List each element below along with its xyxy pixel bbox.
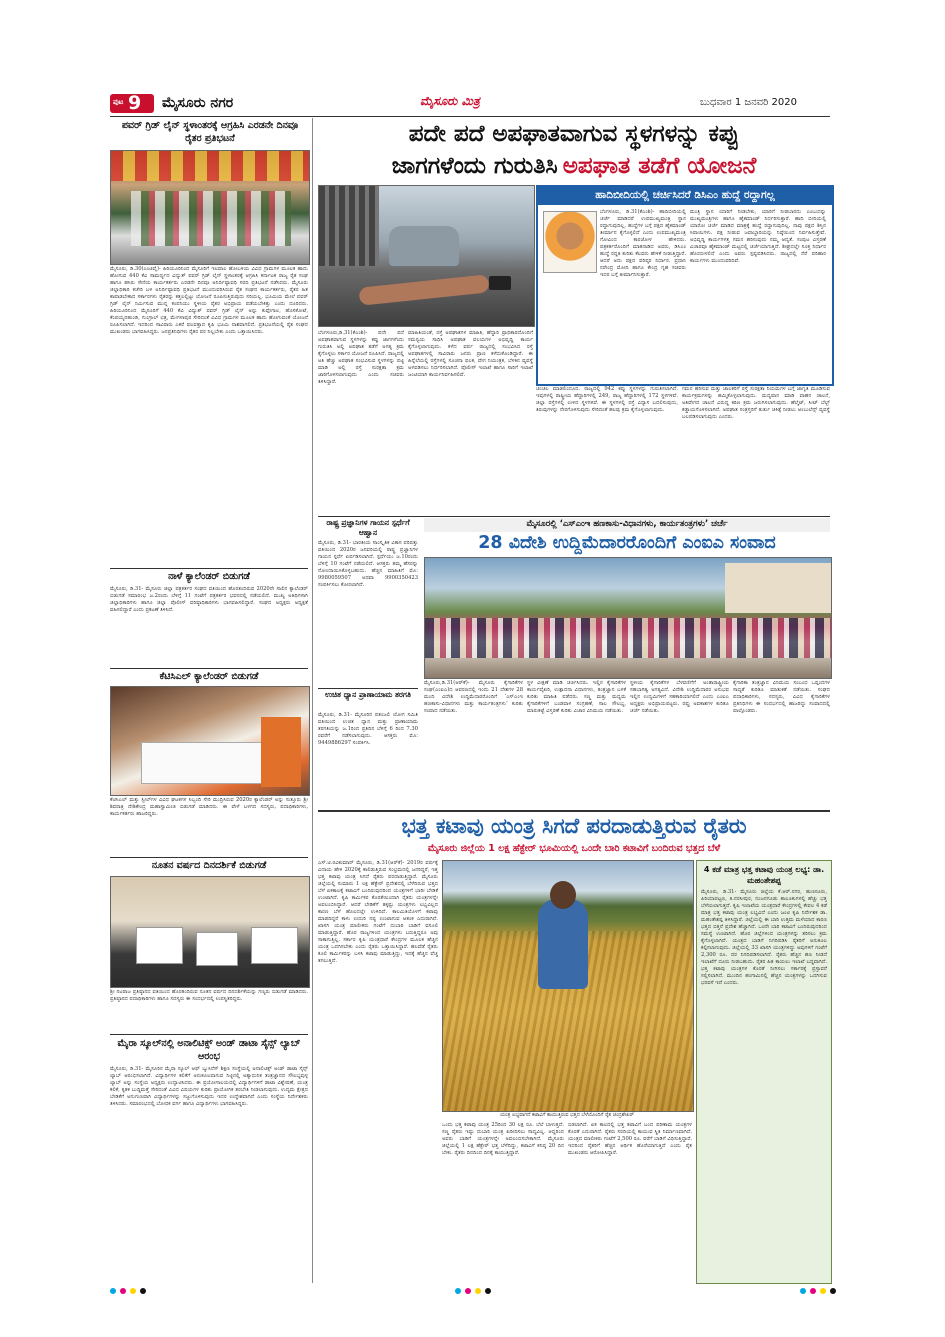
protest-photo <box>110 150 310 265</box>
rashtra-headline: ರಾಷ್ಟ್ರ ಪ್ರಜ್ಞಾನಿಗಳ ಗಾಯನ ಸ್ಪರ್ಧೆಗೆ ಆಹ್ವಾನ <box>326 518 410 537</box>
print-registration-marks-center <box>455 1288 491 1294</box>
paddy-subhead: ಮೈಸೂರು ಜಿಲ್ಲೆಯ 1 ಲಕ್ಷ ಹೆಕ್ಟೇರ್ ಭೂಮಿಯಲ್ಲಿ ಒಂದೇ ಬಾರಿ ಕಟಾವಿಗೆ ಬಂದಿರುವ ಭತ್ತದ ಬೆಳೆ <box>427 843 721 854</box>
accident-body-1: ಬೆಂಗಳೂರು,ಡಿ.31(ಕೆಎಂಶಿ)- ಪದೇ ಪದೆ ಅಪಘಾತವಾಗುವ ಸ್ಥಳಗಳನ್ನು ಕಪ್ಪು ಜಾಗಗಳೆಂದು ಗುರುತಿಸಿ ಅಲ್ಲಿ ಅಪಘಾತ ತಡೆಗೆ ಅಗತ್ಯ ಕ್ರಮ ಕೈಗೊಳ್ಳಲು ಸರ್ಕಾರ ಯೋಜನೆ ರೂಪಿಸಿದೆ. ರಾಜ್ಯದಲ್ಲಿ ಅತಿ ಹೆಚ್ಚು ಅಪಘಾತ ಸಂಭವಿಸುವ ಸ್ಥಳಗಳನ್ನು ಪಟ್ಟಿ ಮಾಡಿ ಅಲ್ಲಿ ರಸ್ತೆ ಸುರಕ್ಷತಾ ಕ್ರಮ ಜಾರಿಗೊಳಿಸಲಾಗುವುದು ಎಂದು ಸಚಿವರು ತಿಳಿಸಿದ್ದಾರೆ. <box>318 330 404 385</box>
divider <box>110 668 308 669</box>
divider <box>318 810 830 812</box>
print-registration-marks-left <box>110 1288 146 1294</box>
side-box-headline: 4 ಕಡೆ ಮಾತ್ರ ಭತ್ತ ಕಟಾವು ಯಂತ್ರ ಲಭ್ಯ: ಡಾ. ಮಹಂತೇಶಪ್ಪ <box>703 865 825 885</box>
print-registration-marks-right <box>800 1288 836 1294</box>
protest-headline: ಪವರ್ ಗ್ರಿಡ್ ಲೈನ್ ಸ್ಥಳಾಂತರಕ್ಕೆ ಆಗ್ರಹಿಸಿ ಎರಡನೇ ದಿನವೂ ರೈತರ ಪ್ರತಿಭಟನೆ <box>121 120 299 144</box>
diary-caption: ಶ್ರೀ ನಟರಾಜ ಪ್ರತಿಷ್ಠಾನದ ವತಿಯಿಂದ ಹೊರತಂದಿರುವ ನೂತನ ವರ್ಷದ ದಿನದರ್ಶಿಕೆಯನ್ನು ಗಣ್ಯರು ಬಿಡುಗಡೆ ಮಾಡಿದರು. ಪ್ರತಿಷ್ಠಾನದ ಪದಾಧಿಕಾರಿಗಳು ಹಾಗೂ ಸದಸ್ಯರು ಈ ಸಂದರ್ಭದಲ್ಲಿ ಉಪಸ್ಥಿತರಿದ್ದರು. <box>110 989 308 1002</box>
sjce-body-1: ಮೈಸೂರು,ಡಿ.31(ಆರ್‌ಕೆ)- ಮೈಸೂರು ಕೈಗಾರಿಕೆಗಳ ಸಂಘ(ಎಂಐಎ)ದ ಆವರಣದಲ್ಲಿ ಇಂದು 21 ದೇಶಗಳ 28 ಮಂದಿ ವಿದೇಶಿ ಉದ್ದಿಮೆದಾರರೊಂದಿಗೆ ‘ಎಸ್‌ಎಂಇ ಹಣಕಾಸು-ವಿಧಾನಗಳು ಮತ್ತು ಕಾರ್ಯತಂತ್ರಗಳು’ ಕುರಿತು ಸಂವಾದ ನಡೆಯಿತು. <box>424 680 523 714</box>
paddy-body-1: ಎಸ್.ಟಿ.ರವಿಕುಮಾರ್ ಮೈಸೂರು, ಡಿ.31(ಆರ್‌ಕೆ)- 2019ರ ವರ್ಷಕ್ಕೆ ವಿದಾಯ ಹೇಳಿ 2020ಕ್ಕೆ ಕಾಲಿಡುತ್ತಿರುವ ಸಂಭ್ರಮದಲ್ಲಿ ಜನರಿದ್ದರೆ, ಇತ್ತ ಭತ್ತ ಕಟಾವು ಯಂತ್ರ ಸಿಗದೆ ರೈತರು ಪರದಾಡುತ್ತಿದ್ದಾರೆ. ಮೈಸೂರು ಜಿಲ್ಲೆಯಲ್ಲಿ ಸುಮಾರು 1 ಲಕ್ಷ ಹೆಕ್ಟೇರ್ ಪ್ರದೇಶದಲ್ಲಿ ಬೆಳೆದಿರುವ ಭತ್ತದ ಬೆಳೆ ಏಕಕಾಲಕ್ಕೆ ಕಟಾವಿಗೆ ಬಂದಿರುವುದರಿಂದ ಯಂತ್ರಗಳಿಗೆ ಭಾರೀ ಬೇಡಿಕೆ ಉಂಟಾಗಿದೆ. ಕೃಷಿ ಕಾರ್ಮಿಕರ ಕೊರತೆಯಿಂದಾಗಿ ರೈತರು ಯಂತ್ರಗಳನ್ನೇ ಅವಲಂಬಿಸಿದ್ದಾರೆ. ಆದರೆ ಬೇಡಿಕೆಗೆ ತಕ್ಕಷ್ಟು ಯಂತ್ರಗಳು ಲಭ್ಯವಿಲ್ಲದ ಕಾರಣ ಬೆಳೆ ಹೊಲದಲ್ಲೇ ಉಳಿದಿದೆ. ಕಾಲಮಿತಿಯೊಳಗೆ ಕಟಾವು ಮಾಡದಿದ್ದರೆ ಕಾಳು ಉದುರಿ ನಷ್ಟ ಉಂಟಾಗುವ ಆತಂಕ ಎದುರಾಗಿದೆ. ಖಾಸಗಿ ಯಂತ್ರ ಮಾಲೀಕರು ಗಂಟೆಗೆ ದುಬಾರಿ ಬಾಡಿಗೆ ವಸೂಲಿ ಮಾಡುತ್ತಿದ್ದಾರೆ. ಹೊರ ರಾಜ್ಯಗಳಿಂದ ಯಂತ್ರಗಳು ಬರುತ್ತಿದ್ದರೂ ಅವು ಸಾಕಾಗುತ್ತಿಲ್ಲ. ಸರ್ಕಾರ ಕೃಷಿ ಯಂತ್ರಧಾರೆ ಕೇಂದ್ರಗಳ ಮೂಲಕ ಹೆಚ್ಚಿನ ಯಂತ್ರ ಒದಗಿಸಬೇಕು ಎಂದು ರೈತರು ಒತ್ತಾಯಿಸಿದ್ದಾರೆ. ಹಲವೆಡೆ ರೈತರು ಕೂಲಿ ಕಾರ್ಮಿಕರನ್ನು ಬಳಸಿ ಕಟಾವು ಮಾಡುತ್ತಿದ್ದು, ಇದಕ್ಕೆ ಹೆಚ್ಚಿನ ವೆಚ್ಚ ತಗಲುತ್ತಿದೆ. <box>318 860 438 964</box>
side-box-body: ಮೈಸೂರು, ಡಿ.31- ಮೈಸೂರು ಜಿಲ್ಲೆಯ ಕೆ.ಆರ್.ನಗರ, ಹುಣಸೂರು, ಪಿರಿಯಾಪಟ್ಟಣ, ತಿ.ನರಸೀಪುರ, ನಂಜನಗೂಡು ತಾಲೂಕುಗಳಲ್ಲಿ ಹೆಚ್ಚು ಭತ್ತ ಬೆಳೆಯಲಾಗುತ್ತದೆ. ಕೃಷಿ ಇಲಾಖೆಯ ಯಂತ್ರಧಾರೆ ಕೇಂದ್ರಗಳಲ್ಲಿ ಕೇವಲ 4 ಕಡೆ ಮಾತ್ರ ಭತ್ತ ಕಟಾವು ಯಂತ್ರ ಲಭ್ಯವಿದೆ ಎಂದು ಜಂಟಿ ಕೃಷಿ ನಿರ್ದೇಶಕ ಡಾ. ಮಹಂತೇಶಪ್ಪ ತಿಳಿಸಿದ್ದಾರೆ. ಜಿಲ್ಲೆಯಲ್ಲಿ ಈ ಬಾರಿ ಉತ್ತಮ ಮಳೆಯಾದ ಕಾರಣ ಭತ್ತದ ಬಿತ್ತನೆ ಪ್ರದೇಶ ಹೆಚ್ಚಾಗಿದೆ. ಒಂದೇ ಬಾರಿ ಕಟಾವಿಗೆ ಬಂದಿರುವುದರಿಂದ ಸಮಸ್ಯೆ ಉಂಟಾಗಿದೆ. ಹೊರ ಜಿಲ್ಲೆಗಳಿಂದ ಯಂತ್ರಗಳನ್ನು ತರಿಸಲು ಕ್ರಮ ಕೈಗೊಳ್ಳಲಾಗಿದೆ. ಯಂತ್ರದ ಬಾಡಿಗೆ ನಿಗದಿಪಡಿಸಿ ರೈತರಿಗೆ ಅನುಕೂಲ ಕಲ್ಪಿಸಲಾಗುವುದು. ಜಿಲ್ಲೆಯಲ್ಲಿ 33 ಖಾಸಗಿ ಯಂತ್ರಗಳಿದ್ದು ಅವುಗಳಿಗೆ ಗಂಟೆಗೆ 2,300 ರೂ. ದರ ನಿಗದಿಪಡಿಸಲಾಗಿದೆ. ರೈತರು ಹೆಚ್ಚಿನ ಹಣ ನೀಡದೆ ಇಲಾಖೆಗೆ ದೂರು ನೀಡಬಹುದು. ರೈತರ ಹಿತ ಕಾಯಲು ಇಲಾಖೆ ಬದ್ಧವಾಗಿದೆ. ಭತ್ತ ಕಟಾವು ಯಂತ್ರಗಳ ಕೊರತೆ ನೀಗಿಸಲು ಸರ್ಕಾರಕ್ಕೆ ಪ್ರಸ್ತಾವನೆ ಸಲ್ಲಿಸಲಾಗಿದೆ. ಮುಂದಿನ ಹಂಗಾಮಿನಲ್ಲಿ ಹೆಚ್ಚಿನ ಯಂತ್ರಗಳನ್ನು ಒದಗಿಸುವ ಭರವಸೆ ಇದೆ ಎಂದರು. <box>701 889 827 986</box>
dcm-box-headline: ಹಾದಿಬೀದಿಯಲ್ಲಿ ಚರ್ಚಿಸಿದರೆ ಡಿಸಿಎಂ ಹುದ್ದೆ ರದ್ದಾಗಲ್ಲ <box>595 189 775 201</box>
accident-illustration <box>318 185 535 327</box>
sjce-group-photo <box>424 557 832 679</box>
accident-body-2: ಮಾಹಿತಿಯಂತೆ, ರಸ್ತೆ ಅಪಘಾತಗಳ ಮಾಹಿತಿ, ಹೆದ್ದಾರಿ ಪ್ರಾಧಿಕಾರದೊಂದಿಗೆ ಸಮನ್ವಯ ಸಾಧಿಸಿ ಅಪಘಾತ ವಲಯಗಳ ಅಭಿವೃದ್ಧಿ ಕಾರ್ಯ ಕೈಗೊಳ್ಳಲಾಗುವುದು. ಕಳೆದ ವರ್ಷ ರಾಜ್ಯದಲ್ಲಿ ಸಂಭವಿಸಿದ ರಸ್ತೆ ಅಪಘಾತಗಳಲ್ಲಿ ಸಾವಿರಾರು ಜನರು ಪ್ರಾಣ ಕಳೆದುಕೊಂಡಿದ್ದಾರೆ. ಈ ಹಿನ್ನೆಲೆಯಲ್ಲಿ ರಸ್ತೆಗಳಲ್ಲಿ ಸೂಚನಾ ಫಲಕ, ವೇಗ ನಿಯಂತ್ರಕ, ಬೆಳಕಿನ ವ್ಯವಸ್ಥೆ ಅಳವಡಿಸಲು ನಿರ್ಧರಿಸಲಾಗಿದೆ. ಪೊಲೀಸ್ ಇಲಾಖೆ ಹಾಗೂ ಸಾರಿಗೆ ಇಲಾಖೆ ಜಂಟಿಯಾಗಿ ಕಾರ್ಯನಿರ್ವಹಿಸಲಿವೆ. <box>408 330 533 378</box>
calendar-body: ಮೈಸೂರು, ಡಿ.31- ಮೈಸೂರು ಜಿಲ್ಲಾ ಪತ್ರಕರ್ತರ ಸಂಘದ ವತಿಯಿಂದ ಹೊರತಂದಿರುವ 2020ನೇ ಸಾಲಿನ ಕ್ಯಾಲೆಂಡರ್ ಬಿಡುಗಡೆ ಸಮಾರಂಭ ಜ.2ರಂದು ಬೆಳಿಗ್ಗೆ 11 ಗಂಟೆಗೆ ಪತ್ರಕರ್ತರ ಭವನದಲ್ಲಿ ನಡೆಯಲಿದೆ. ಮುಖ್ಯ ಅತಿಥಿಗಳಾಗಿ ಜಿಲ್ಲಾಧಿಕಾರಿಗಳು ಹಾಗೂ ಜಿಲ್ಲಾ ಪೊಲೀಸ್ ವರಿಷ್ಠಾಧಿಕಾರಿಗಳು ಭಾಗವಹಿಸಲಿದ್ದಾರೆ. ಸಂಘದ ಅಧ್ಯಕ್ಷರು ಅಧ್ಯಕ್ಷತೆ ವಹಿಸಲಿದ್ದಾರೆ ಎಂದು ಪ್ರಕಟಣೆ ತಿಳಿಸಿದೆ. <box>110 586 308 613</box>
main-headline-line1: ಪದೇ ಪದೆ ಅಪಘಾತವಾಗುವ ಸ್ಥಳಗಳನ್ನು ಕಪ್ಪು <box>408 121 740 147</box>
divider <box>110 1034 308 1035</box>
divider <box>110 857 308 858</box>
ktcl-headline: ಕೆಟಿಸಿಎಲ್ ಕ್ಯಾಲೆಂಡರ್ ಬಿಡುಗಡೆ <box>159 671 259 682</box>
diary-photo <box>110 876 310 988</box>
sjce-kicker: ಮೈಸೂರಲ್ಲಿ ‘ಎಸ್‌ಎಂಇ ಹಣಕಾಸು-ವಿಧಾನಗಳು, ಕಾರ್ಯತಂತ್ರಗಳು’ ಚರ್ಚೆ <box>526 519 728 529</box>
rashtra-body: ಮೈಸೂರು, ಡಿ.31- ಭಾರತೀಯ ಸಾಂಸ್ಕೃತಿಕ ವಿಕಾಸ ಪರಿಷತ್ತು ವತಿಯಿಂದ 2020ರ ಜನವರಿಯಲ್ಲಿ ರಾಷ್ಟ್ರ ಪ್ರಜ್ಞಾನಿಗಳ ಗಾಯನ ಸ್ಪರ್ಧೆ ಏರ್ಪಡಿಸಲಾಗಿದೆ. ಸ್ಪರ್ಧೆಯು ಜ.10ರಂದು ಬೆಳಿಗ್ಗೆ 10 ಗಂಟೆಗೆ ನಡೆಯಲಿದೆ. ಆಸಕ್ತರು ತಮ್ಮ ಹೆಸರನ್ನು ನೋಂದಾಯಿಸಿಕೊಳ್ಳಬಹುದು. ಹೆಚ್ಚಿನ ಮಾಹಿತಿಗೆ ಮೊ: 9980059507 ಅಥವಾ 9900350423 ಸಂಪರ್ಕಿಸಲು ಕೋರಲಾಗಿದೆ. <box>318 540 418 588</box>
main-headline-line2 <box>318 150 830 182</box>
dcm-box <box>536 185 834 386</box>
maira-headline: ಮೈರಾ ಸ್ಕೂಲ್‌ನಲ್ಲಿ ಅನಾಲಿಟಿಕ್ಸ್ ಅಂಡ್ ಡಾಟಾ ಸೈನ್ಸ್ ಲ್ಯಾಬ್ ಆರಂಭ <box>117 1038 301 1062</box>
divider <box>110 568 308 569</box>
paddy-headline: ಭತ್ತ ಕಟಾವು ಯಂತ್ರ ಸಿಗದೆ ಪರದಾಡುತ್ತಿರುವ ರೈತರು <box>401 814 747 838</box>
dcm-body-1: ಬೆಂಗಳೂರು, ಡಿ.31(ಕೆಎಂಶಿ)- ಹಾದಿಬೀದಿಯಲ್ಲಿ ಚರ್ಚೆ ಮಾಡಿದರೆ ಉಪಮುಖ್ಯಮಂತ್ರಿ ಸ್ಥಾನ ರದ್ದಾಗುವುದಿಲ್ಲ. ಹುದ್ದೆಗಳ ಬಗ್ಗೆ ಪಕ್ಷದ ಹೈಕಮಾಂಡ್ ತೀರ್ಮಾನ ಕೈಗೊಳ್ಳಲಿದೆ ಎಂದು ಉಪಮುಖ್ಯಮಂತ್ರಿ ಗೋವಿಂದ ಕಾರಜೋಳ ಹೇಳಿದರು. ಪತ್ರಕರ್ತರೊಂದಿಗೆ ಮಾತನಾಡಿದ ಅವರು, ಡಿಸಿಎಂ ಹುದ್ದೆ ರದ್ದತಿ ಕುರಿತು ಕೆಲವರು ಹೇಳಿಕೆ ನೀಡುತ್ತಿದ್ದಾರೆ. ಆದರೆ ಅದು ಪಕ್ಷದ ವರಿಷ್ಠರ ನಿರ್ಧಾರ. ಪ್ರಧಾನಿ ನರೇಂದ್ರ ಮೋದಿ ಹಾಗೂ ಕೇಂದ್ರ ಗೃಹ ಸಚಿವರು ಇದರ ಬಗ್ಗೆ ತೀರ್ಮಾನಿಸುತ್ತಾರೆ. <box>600 209 686 278</box>
side-box <box>696 860 832 1284</box>
accident-body-4: ಗಮನ ಹರಿಸುವ ಮತ್ತು ಚಾಲಕರಿಗೆ ರಸ್ತೆ ಸುರಕ್ಷತಾ ನಿಯಮಗಳ ಬಗ್ಗೆ ಜಾಗೃತಿ ಮೂಡಿಸುವ ಕಾರ್ಯಕ್ರಮಗಳನ್ನು ಹಮ್ಮಿಕೊಳ್ಳಲಾಗುವುದು. ಮದ್ಯಪಾನ ಮಾಡಿ ವಾಹನ ಚಾಲನೆ, ಅತಿವೇಗದ ಚಾಲನೆ ವಿರುದ್ಧ ಕಠಿಣ ಕ್ರಮ ಜರುಗಿಸಲಾಗುವುದು. ಹೆಲ್ಮೆಟ್, ಸೀಟ್ ಬೆಲ್ಟ್ ಕಡ್ಡಾಯಗೊಳಿಸಲಾಗಿದೆ. ಅಪಘಾತ ಸಂತ್ರಸ್ತರಿಗೆ ತುರ್ತು ಚಿಕಿತ್ಸೆ ನೀಡಲು ಆಂಬುಲೆನ್ಸ್ ವ್ಯವಸ್ಥೆ ಬಲಪಡಿಸಲಾಗುವುದು ಎಂದರು. <box>682 386 830 420</box>
dcm-body-2: ಮಂತ್ರಿ ಸ್ಥಾನ ಯಾರಿಗೆ ನೀಡಬೇಕು, ಯಾರಿಗೆ ನೀಡಬಾರದು ಎಂಬುದನ್ನು ಮುಖ್ಯಮಂತ್ರಿಗಳು ಹಾಗೂ ಹೈಕಮಾಂಡ್ ನಿರ್ಧರಿಸುತ್ತಾರೆ. ಹಾದಿ ಬೀದಿಯಲ್ಲಿ ಯಾರೋ ಚರ್ಚೆ ಮಾಡಿದ ಮಾತ್ರಕ್ಕೆ ಹುದ್ದೆ ರದ್ದಾಗುವುದಿಲ್ಲ. ನಾವು ಪಕ್ಷದ ಶಿಸ್ತಿನ ಸಿಪಾಯಿಗಳು. ಪಕ್ಷ ನೀಡುವ ಜವಾಬ್ದಾರಿಯನ್ನು ನಿಷ್ಠೆಯಿಂದ ನಿರ್ವಹಿಸುತ್ತೇವೆ. ಅಭಿವೃದ್ಧಿ ಕಾರ್ಯಗಳತ್ತ ಗಮನ ಹರಿಸುವುದು ನಮ್ಮ ಆದ್ಯತೆ. ಸಂಪುಟ ವಿಸ್ತರಣೆ ವಿಚಾರವೂ ಹೈಕಮಾಂಡ್ ಮಟ್ಟದಲ್ಲಿ ಚರ್ಚೆಯಾಗುತ್ತಿದೆ. ಶೀಘ್ರದಲ್ಲೇ ಸೂಕ್ತ ನಿರ್ಧಾರ ಹೊರಬೀಳಲಿದೆ ಎಂದು ಅವರು ಸ್ಪಷ್ಟಪಡಿಸಿದರು. ರಾಜ್ಯದಲ್ಲಿ ನೆರೆ ಪರಿಹಾರ ಕಾರ್ಯಗಳು ಮುಂದುವರಿದಿವೆ. <box>690 209 826 264</box>
main-headline-part-b: ಅಪಘಾತ ತಡೆಗೆ ಯೋಜನೆ <box>562 153 757 179</box>
paddy-body-3: ಬಿಡಲಾಗಿದೆ. ಏಕ ಕಾಲದಲ್ಲಿ ಭತ್ತ ಕಟಾವಿಗೆ ಬಂದ ಪರಿಣಾಮ ಯಂತ್ರಗಳ ಕೊರತೆ ಎದುರಾಗಿದೆ. ರೈತರು ಸರದಿಯಲ್ಲಿ ಕಾಯುವ ಸ್ಥಿತಿ ನಿರ್ಮಾಣವಾಗಿದೆ. ಯಂತ್ರದ ಮಾಲೀಕರು ಗಂಟೆಗೆ 2,500 ರೂ. ವರೆಗೆ ಬಾಡಿಗೆ ವಿಧಿಸುತ್ತಿದ್ದಾರೆ. ಇದರಿಂದ ರೈತರಿಗೆ ಹೆಚ್ಚಿನ ಆರ್ಥಿಕ ಹೊರೆಯಾಗುತ್ತಿದೆ ಎಂದು ರೈತ ಮುಖಂಡರು ಆರೋಪಿಸಿದ್ದಾರೆ. <box>568 1122 692 1156</box>
issue-date: ಬುಧವಾರ 1 ಜನವರಿ 2020 <box>700 97 797 108</box>
maira-body: ಮೈಸೂರು, ಡಿ.31- ಮೈಸೂರಿನ ಮೈರಾ ಸ್ಕೂಲ್ ಆಫ್ ಬ್ಯುಸಿನೆಸ್ ಶಿಕ್ಷಣ ಸಂಸ್ಥೆಯಲ್ಲಿ ಅನಾಲಿಟಿಕ್ಸ್ ಅಂಡ್ ಡಾಟಾ ಸೈನ್ಸ್ ಲ್ಯಾಬ್ ಆರಂಭಿಸಲಾಗಿದೆ. ವಿದ್ಯಾರ್ಥಿಗಳ ಕಲಿಕೆಗೆ ಅನುಕೂಲವಾಗುವ ನಿಟ್ಟಿನಲ್ಲಿ ಅತ್ಯಾಧುನಿಕ ತಂತ್ರಜ್ಞಾನದ ಸೌಲಭ್ಯವುಳ್ಳ ಲ್ಯಾಬ್ ಅನ್ನು ಸಂಸ್ಥೆಯ ಅಧ್ಯಕ್ಷರು ಉದ್ಘಾಟಿಸಿದರು. ಈ ಪ್ರಯೋಗಾಲಯದಲ್ಲಿ ವಿದ್ಯಾರ್ಥಿಗಳಿಗೆ ಡಾಟಾ ವಿಶ್ಲೇಷಣೆ, ಯಂತ್ರ ಕಲಿಕೆ, ಕೃತಕ ಬುದ್ಧಿಮತ್ತೆ ಸೇರಿದಂತೆ ವಿವಿಧ ವಿಷಯಗಳ ಕುರಿತು ಪ್ರಾಯೋಗಿಕ ತರಬೇತಿ ನೀಡಲಾಗುವುದು. ಉದ್ಯಮ ಕ್ಷೇತ್ರದ ಬೇಡಿಕೆಗೆ ಅನುಗುಣವಾಗಿ ವಿದ್ಯಾರ್ಥಿಗಳನ್ನು ಸಜ್ಜುಗೊಳಿಸುವುದು ಇದರ ಉದ್ದೇಶವಾಗಿದೆ ಎಂದು ಸಂಸ್ಥೆಯ ನಿರ್ದೇಶಕರು ತಿಳಿಸಿದರು. ಸಮಾರಂಭದಲ್ಲಿ ಬೋಧಕ ವರ್ಗ ಹಾಗೂ ವಿದ್ಯಾರ್ಥಿಗಳು ಭಾಗವಹಿಸಿದ್ದರು. <box>110 1066 308 1107</box>
paddy-caption: ಯಂತ್ರ ಲಭ್ಯವಾಗದೆ ಕಟಾವಿಗೆ ಕಾಯುತ್ತಿರುವ ಭತ್ತದ ಬೆಳೆಯೊಂದಿಗೆ ರೈತ ಚಂದ್ರಶೇಖರ್ <box>499 1112 635 1118</box>
page-label: ಪುಟ <box>113 98 124 106</box>
calendar-headline: ನಾಳೆ ಕ್ಯಾಲೆಂಡರ್ ಬಿಡುಗಡೆ <box>168 571 250 582</box>
dhyana-body: ಮೈಸೂರು, ಡಿ.31- ಮೈಸೂರಿನ ಪತಂಜಲಿ ಯೋಗ ಸಮಿತಿ ವತಿಯಿಂದ ಉಚಿತ ಧ್ಯಾನ ಮತ್ತು ಪ್ರಾಣಾಯಾಮ ತರಗತಿಯನ್ನು ಜ.1ರಿಂದ ಪ್ರತಿದಿನ ಬೆಳಿಗ್ಗೆ 6 ರಿಂದ 7.30 ರವರೆಗೆ ನಡೆಸಲಾಗುವುದು. ಆಸಕ್ತರು ಮೊ: 9449886297 ಸಂಪರ್ಕಿಸಿ. <box>318 712 418 746</box>
diary-headline: ನೂತನ ವರ್ಷದ ದಿನದರ್ಶಿಕೆ ಬಿಡುಗಡೆ <box>151 860 267 871</box>
page-header <box>110 92 830 116</box>
paddy-field-photo <box>442 860 694 1112</box>
dhyana-headline: ಉಚಿತ ಧ್ಯಾನ ಪ್ರಾಣಾಯಾಮ ತರಗತಿ <box>325 690 411 699</box>
sjce-body-4: ಕೈಗಾರಿಕಾ ತಂತ್ರಜ್ಞಾನ ವಿನಿಮಯ ಸಂಬಂಧ ಒಪ್ಪಂದಗಳ ಸಾಧ್ಯತೆ ಕುರಿತೂ ಮಾತುಕತೆ ನಡೆಯಿತು. ಸಂಘದ ಪದಾಧಿಕಾರಿಗಳು, ಸದಸ್ಯರು, ವಿವಿಧ ಕೈಗಾರಿಕೆಗಳ ಪ್ರತಿನಿಧಿಗಳು ಈ ಸಂದರ್ಭದಲ್ಲಿ ಹಾಜರಿದ್ದು ಸಂವಾದದಲ್ಲಿ ಪಾಲ್ಗೊಂಡರು. <box>733 680 830 714</box>
sjce-body-2: ಸ್ಥಳ ವೀಕ್ಷಣೆ ಮಾಡಿ ಚರ್ಚಿಸಿದರು. ಇಲ್ಲಿನ ಕೈಗಾರಿಕೆಗಳ ಕಾರ್ಯವೈಖರಿ, ಉತ್ಪಾದನಾ ವಿಧಾನಗಳು, ತಂತ್ರಜ್ಞಾನ ಬಳಕೆ ಕುರಿತು ಮಾಹಿತಿ ಪಡೆದರು. ಸಣ್ಣ ಮತ್ತು ಮಧ್ಯಮ ಕೈಗಾರಿಕೆಗಳಿಗೆ ಬಂಡವಾಳ ಸಂಗ್ರಹಣೆ, ಸಾಲ ಸೌಲಭ್ಯ, ಮಾರುಕಟ್ಟೆ ವಿಸ್ತರಣೆ ಕುರಿತು ವಿಚಾರ ವಿನಿಮಯ ನಡೆಯಿತು. <box>527 680 626 714</box>
sjce-body-3: ಸ್ಥಳೀಯ ಕೈಗಾರಿಕೆಗಳ ಬೆಳವಣಿಗೆಗೆ ಅಂತಾರಾಷ್ಟ್ರೀಯ ಸಹಭಾಗಿತ್ವ ಅಗತ್ಯವಿದೆ. ವಿದೇಶಿ ಉದ್ದಿಮೆದಾರರ ಅನುಭವ ಇಲ್ಲಿನ ಉದ್ಯಮಿಗಳಿಗೆ ಸಹಕಾರಿಯಾಗಲಿದೆ ಎಂದು ಎಂಐಎ ಅಧ್ಯಕ್ಷರು ಅಭಿಪ್ರಾಯಪಟ್ಟರು. ರಫ್ತು ಅವಕಾಶಗಳ ಕುರಿತೂ ಚರ್ಚೆ ನಡೆಯಿತು. <box>630 680 729 714</box>
ktcl-photo <box>110 686 310 796</box>
ktcl-caption: ಕೆಟಿಸಿಎಲ್ ಮತ್ತು ಸ್ಟೀಲ್‌ಗಳ ವಿವಿಧ ಘಟಕಗಳ ಸಿಬ್ಬಂದಿ ಸೇರಿ ಮುದ್ರಿಸಿರುವ 2020ರ ಕ್ಯಾಲೆಂಡರ್ ಅನ್ನು ಸುತ್ತೂರು ಶ್ರೀ ಶಿವರಾತ್ರಿ ದೇಶಿಕೇಂದ್ರ ಮಹಾಸ್ವಾಮೀಜಿ ಬಿಡುಗಡೆ ಮಾಡಿದರು. ಈ ವೇಳೆ ಬಳಗದ ಸದಸ್ಯರು, ಪದಾಧಿಕಾರಿಗಳು, ಕಾರ್ಯಕರ್ತರು ಹಾಜರಿದ್ದರು. <box>110 797 308 817</box>
dcm-portrait <box>543 211 597 273</box>
masthead-logo: ಮೈಸೂರು ಮಿತ್ರ <box>420 94 480 108</box>
page-number: 9 <box>128 92 142 114</box>
accident-body-3: ಚಂಚಲ ಮಾಡಲಿಂದೂದ. ರಾಜ್ಯದಲ್ಲಿ 942 ಕಪ್ಪು ಸ್ಥಳಗಳನ್ನು ಗುರುತಿಸಲಾಗಿದೆ. ಇವುಗಳಲ್ಲಿ ರಾಷ್ಟ್ರೀಯ ಹೆದ್ದಾರಿಗಳಲ್ಲಿ 249, ರಾಜ್ಯ ಹೆದ್ದಾರಿಗಳಲ್ಲಿ 172 ಸ್ಥಳಗಳಿವೆ. ಜಿಲ್ಲಾ ರಸ್ತೆಗಳಲ್ಲಿ ಉಳಿದ ಸ್ಥಳಗಳಿವೆ. ಈ ಸ್ಥಳಗಳಲ್ಲಿ ರಸ್ತೆ ವಿನ್ಯಾಸ ಬದಲಿಸುವುದು, ತಿರುವುಗಳನ್ನು ನೇರಗೊಳಿಸುವುದು ಸೇರಿದಂತೆ ಹಲವು ಕ್ರಮ ಕೈಗೊಳ್ಳಲಾಗುವುದು. <box>536 386 678 413</box>
divider <box>318 516 830 517</box>
section-title: ಮೈಸೂರು ನಗರ <box>162 95 234 111</box>
divider <box>318 688 418 689</box>
main-headline-part-a: ಜಾಗಗಳೆಂದು ಗುರುತಿಸಿ <box>391 153 558 179</box>
protest-body: ಮೈಸೂರು, ಡಿ.30(ಎಂಟಿವೈ)- ಹಿರಿಯೂರಿನಿಂದ ಮೈಸೂರಿಗೆ ಇಲವಾಲ ಹೋಬಳಿಯ ವಿವಿಧ ಗ್ರಾಮಗಳ ಮೂಲಕ ಹಾದು ಹೋಗುವ 440 ಕೆವಿ ಸಾಮರ್ಥ್ಯದ ವಿದ್ಯುತ್ ಪವರ್ ಗ್ರಿಡ್ ಲೈನ್ ಸ್ಥಳಾಂತರಕ್ಕೆ ಆಗ್ರಹಿಸಿ ಕರ್ನಾಟಕ ರಾಜ್ಯ ರೈತ ಸಂಘ ಹಾಗೂ ಹಸಿರು ಸೇನೆಯ ಕಾರ್ಯಕರ್ತರು ಎರಡನೇ ದಿನವೂ ಅನಿರ್ದಿಷ್ಟಾವಧಿ ಸರದಿ ಪ್ರತಿಭಟನೆ ನಡೆಸಿದರು. ಮೈಸೂರು ಜಿಲ್ಲಾಧಿಕಾರಿ ಕಚೇರಿ ಬಳಿ ಅನಿರ್ದಿಷ್ಟಾವಧಿ ಪ್ರತಿಭಟನೆ ಮುಂದುವರಿಸಿರುವ ರೈತ ಸಂಘದ ಕಾರ್ಯಕರ್ತರು, ರೈತರ ಹಿತ ಕಾಪಾಡಬೇಕಾದ ಸರ್ಕಾರಗಳು ರೈತರನ್ನು ಕತ್ತಲಲ್ಲಿಟ್ಟು ಯೋಜನೆ ರೂಪಿಸುತ್ತಿರುವುದು ಸರಿಯಲ್ಲ. ಭೂಮಿಯ ಮೇಲೆ ಪವರ್ ಗ್ರಿಡ್ ಲೈನ್ ನಿರ್ಮಿಸುವ ಮುನ್ನ ಕಂಪನಿಯು ಸ್ಥಳೀಯ ರೈತರ ಅಭಿಪ್ರಾಯ ಪಡೆಯಬೇಕಿತ್ತು ಎಂದು ದೂರಿದರು. ಹಿರಿಯೂರಿನಿಂದ ಮೈಸೂರಿಗೆ 440 ಕೆವಿ ವಿದ್ಯುತ್ ಪವರ್ ಗ್ರಿಡ್ ಲೈನ್ ಅನ್ನು ಕುಪ್ಪೇಗಾಲ, ಹೊಸಕೋಟೆ, ಕೆಂಪಯ್ಯನಹುಂಡಿ, ಗುಂಗ್ರಾಲ್ ಛತ್ರ, ಮೇಗಳಾಪುರ ಸೇರಿದಂತೆ ವಿವಿಧ ಗ್ರಾಮಗಳ ಮೂಲಕ ಹಾದು ಹೋಗುವಂತೆ ಯೋಜನೆ ರೂಪಿಸಲಾಗಿದೆ. ಇದರಿಂದ ಸಾವಿರಾರು ಎಕರೆ ಫಲವತ್ತಾದ ಕೃಷಿ ಭೂಮಿ ನಾಶವಾಗಲಿದೆ. ಪ್ರತಿಭಟನೆಯಲ್ಲಿ ರೈತ ಸಂಘದ ಮುಖಂಡರು ಭಾಗವಹಿಸಿದ್ದರು. ಜನಪ್ರತಿನಿಧಿಗಳು ರೈತರ ಪರ ನಿಲ್ಲಬೇಕು ಎಂದು ಒತ್ತಾಯಿಸಿದರು. <box>110 266 308 335</box>
sjce-headline: 28 ವಿದೇಶಿ ಉದ್ದಿಮೆದಾರರೊಂದಿಗೆ ಎಂಐಎ ಸಂವಾದ <box>478 533 776 553</box>
column-rule <box>312 118 313 1283</box>
paddy-body-2: ಒಂದು ಭತ್ತ ಕಟಾವು ಯಂತ್ರ 25ರಿಂದ 30 ಲಕ್ಷ ರೂ. ಬೆಲೆ ಬಾಳುತ್ತದೆ. ಸಣ್ಣ ರೈತರು ಇಷ್ಟು ದುಬಾರಿ ಯಂತ್ರ ಖರೀದಿಸಲು ಸಾಧ್ಯವಿಲ್ಲ. ಆದ್ದರಿಂದ ಅವರು ಬಾಡಿಗೆ ಯಂತ್ರಗಳನ್ನೇ ಅವಲಂಬಿಸಬೇಕಾಗಿದೆ. ಮೈಸೂರು ಜಿಲ್ಲೆಯಲ್ಲಿ 1 ಲಕ್ಷ ಹೆಕ್ಟೇರ್ ಭತ್ತ ಬೆಳೆದಿದ್ದು, ಕಟಾವಿಗೆ ಕನಿಷ್ಠ 20 ದಿನ ಬೇಕು. ರೈತರು ದಿನದಿಂದ ದಿನಕ್ಕೆ ಕಾಯುತ್ತಿದ್ದಾರೆ. <box>442 1122 564 1156</box>
header-rule <box>110 116 830 117</box>
